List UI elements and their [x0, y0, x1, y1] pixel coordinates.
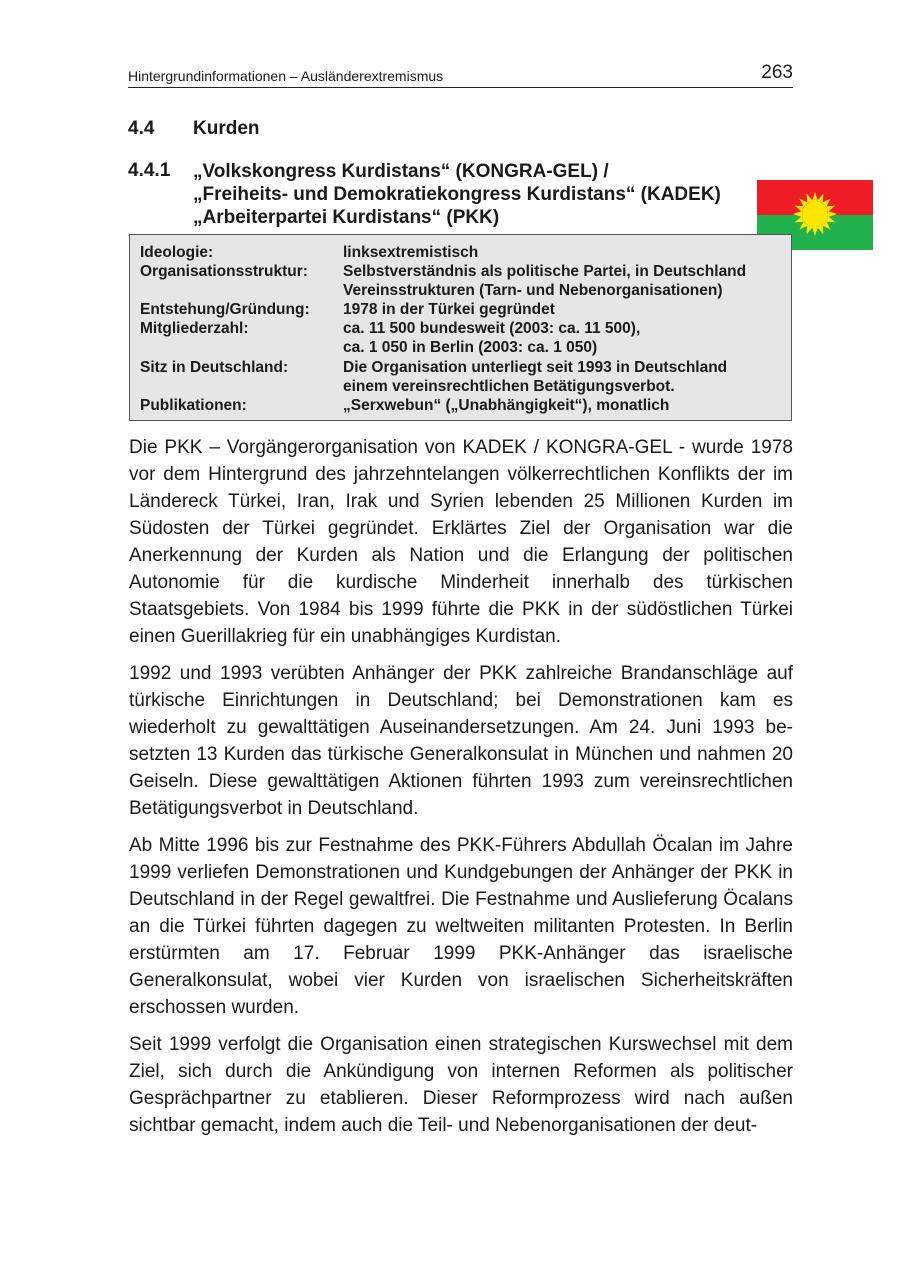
- flag-sun-icon: [793, 192, 837, 236]
- infobox-value: ca. 1 050 in Berlin (2003: ca. 1 050): [343, 339, 598, 356]
- infobox-value: „Serxwebun“ („Unabhängigkeit“), monatlich: [343, 397, 670, 414]
- paragraph: Ab Mitte 1996 bis zur Festnahme des PKK-Führers Abdullah Öcalan im Jahre 1999 verliefen Demonstrationen und Kundgebungen der Anhänger der PKK in Deutschland in der Regel gewaltfrei. Die Festnahme und Auslieferung Öcalans an die Türkei führten dagegen zu weltweiten militanten Protesten. In Berlin erstürmten am 17. Februar 1999 PKK-Anhänger das israelische Generalkonsulat, wobei vier Kurden von israelischen Sicherheitskräften erschossen wurden.: [129, 835, 793, 1018]
- infobox-value: linksextremistisch: [343, 244, 479, 261]
- infobox-label: Entstehung/Gründung:: [140, 301, 310, 318]
- section-title: Kurden: [193, 118, 260, 139]
- body-text: [129, 434, 793, 1149]
- infobox-value: 1978 in der Türkei gegründet: [343, 301, 555, 318]
- infobox-value: Selbstverständnis als politische Partei, in Deutschland: [343, 263, 747, 280]
- subsection-title-line: „Volkskongress Kurdistans“ (KONGRA-GEL) /: [193, 161, 609, 182]
- paragraph: 1992 und 1993 verübten Anhänger der PKK zahlreiche Brandanschläge auf türkische Einrichtungen in Deutschland; bei Demonstrationen kam es wiederholt zu gewalttätigen Auseinandersetzungen. Am 24. Juni 1993 besetzten 13 Kurden das türkische Generalkonsulat in München und nahmen 20 Geiseln. Diese gewalttätigen Aktionen führten 1993 zum vereinsrechtlichen Betätigungsverbot in Deutschland.: [129, 663, 793, 819]
- header-title: Hintergrundinformationen – Ausländerextremismus: [128, 68, 444, 84]
- infobox-label: Sitz in Deutschland:: [140, 359, 289, 376]
- subsection-title-line: „Freiheits- und Demokratiekongress Kurdistans“ (KADEK): [193, 184, 721, 205]
- infobox-label: Publikationen:: [140, 397, 247, 414]
- paragraph: Die PKK – Vorgängerorganisation von KADEK / KONGRA-GEL - wurde 1978 vor dem Hintergrund des jahrzehntelangen völkerrechtlichen Konflikts der im Ländereck Türkei, Iran, Irak und Syrien lebenden 25 Millionen Kurden im Südosten der Türkei gegründet. Erklärtes Ziel der Organisation war die Anerkennung der Kurden als Nation und die Erlangung der politischen Autonomie für die kurdische Minderheit innerhalb des türkischen Staatsgebiets. Von 1984 bis 1999 führte die PKK in der südöstlichen Türkei einen Guerillakrieg für ein unabhängiges Kurdistan.: [129, 437, 793, 647]
- infobox-value: einem vereinsrechtlichen Betätigungsverbot.: [343, 378, 675, 395]
- infobox-value: Die Organisation unterliegt seit 1993 in Deutschland: [343, 359, 728, 376]
- paragraph: Seit 1999 verfolgt die Organisation einen strategischen Kurswechsel mit dem Ziel, sich durch die Ankündigung von internen Reformen als politischer Gesprächpartner zu etablieren. Dieser Reformprozess wird nach außen sichtbar gemacht, indem auch die Teil- und Nebenorganisationen der deut-: [129, 1034, 793, 1136]
- section-number: 4.4: [128, 118, 155, 139]
- infobox-label: Mitgliederzahl:: [140, 320, 249, 337]
- subsection-number: 4.4.1: [128, 160, 171, 181]
- infobox-label: Organisationsstruktur:: [140, 263, 308, 280]
- page-number: 263: [761, 62, 793, 83]
- infobox-value: ca. 11 500 bundesweit (2003: ca. 11 500),: [343, 320, 641, 337]
- organisation-infobox: [129, 234, 792, 421]
- infobox-value: Vereinsstrukturen (Tarn- und Nebenorganisationen): [343, 282, 723, 299]
- subsection-title: [193, 160, 753, 229]
- subsection-title-line: „Arbeiterpartei Kurdistans“ (PKK): [193, 207, 500, 228]
- infobox-label: Ideologie:: [140, 244, 214, 261]
- page-header: [128, 60, 793, 88]
